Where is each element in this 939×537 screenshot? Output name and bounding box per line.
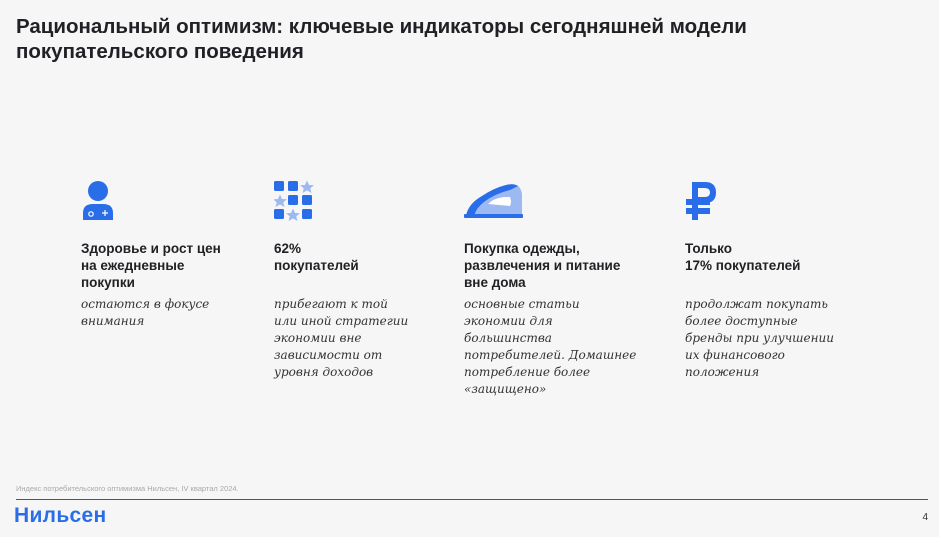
indicator-spending [464,180,639,398]
indicator-heading: Покупка одежды, развлечения и питание вне дома [464,241,621,290]
strategy-grid-icon [274,180,449,222]
indicator-text: остаются в фокусе внимания [81,297,210,328]
nielsen-logo: Нильсен [14,504,107,527]
source-note: Индекс потребительского оптимизма Нильсен, IV квартал 2024. [16,484,239,493]
indicator-heading: Только 17% покупателей [685,241,801,273]
health-person-icon [81,180,256,222]
ruble-icon [685,180,860,222]
indicator-heading: Здоровье и рост цен на ежедневные покупки [81,241,221,290]
indicator-text: продолжат покупать более доступные бренды при улучшении их финансового положения [685,297,835,379]
page-number: 4 [922,512,928,523]
page-title: Рациональный оптимизм: ключевые индикаторы сегодняшней модели покупательского поведения [16,15,747,63]
footer-divider [16,499,928,500]
indicator-brands [685,180,860,381]
indicator-health [81,180,256,330]
iron-icon [464,180,639,222]
indicator-heading: 62% покупателей [274,241,359,273]
indicator-text: основные статьи экономии для большинства потребителей. Домашнее потребление более «защищено» [464,297,637,396]
indicator-text: прибегают к той или иной стратегии экономии вне зависимости от уровня доходов [274,297,409,379]
indicator-strategy [274,180,449,381]
